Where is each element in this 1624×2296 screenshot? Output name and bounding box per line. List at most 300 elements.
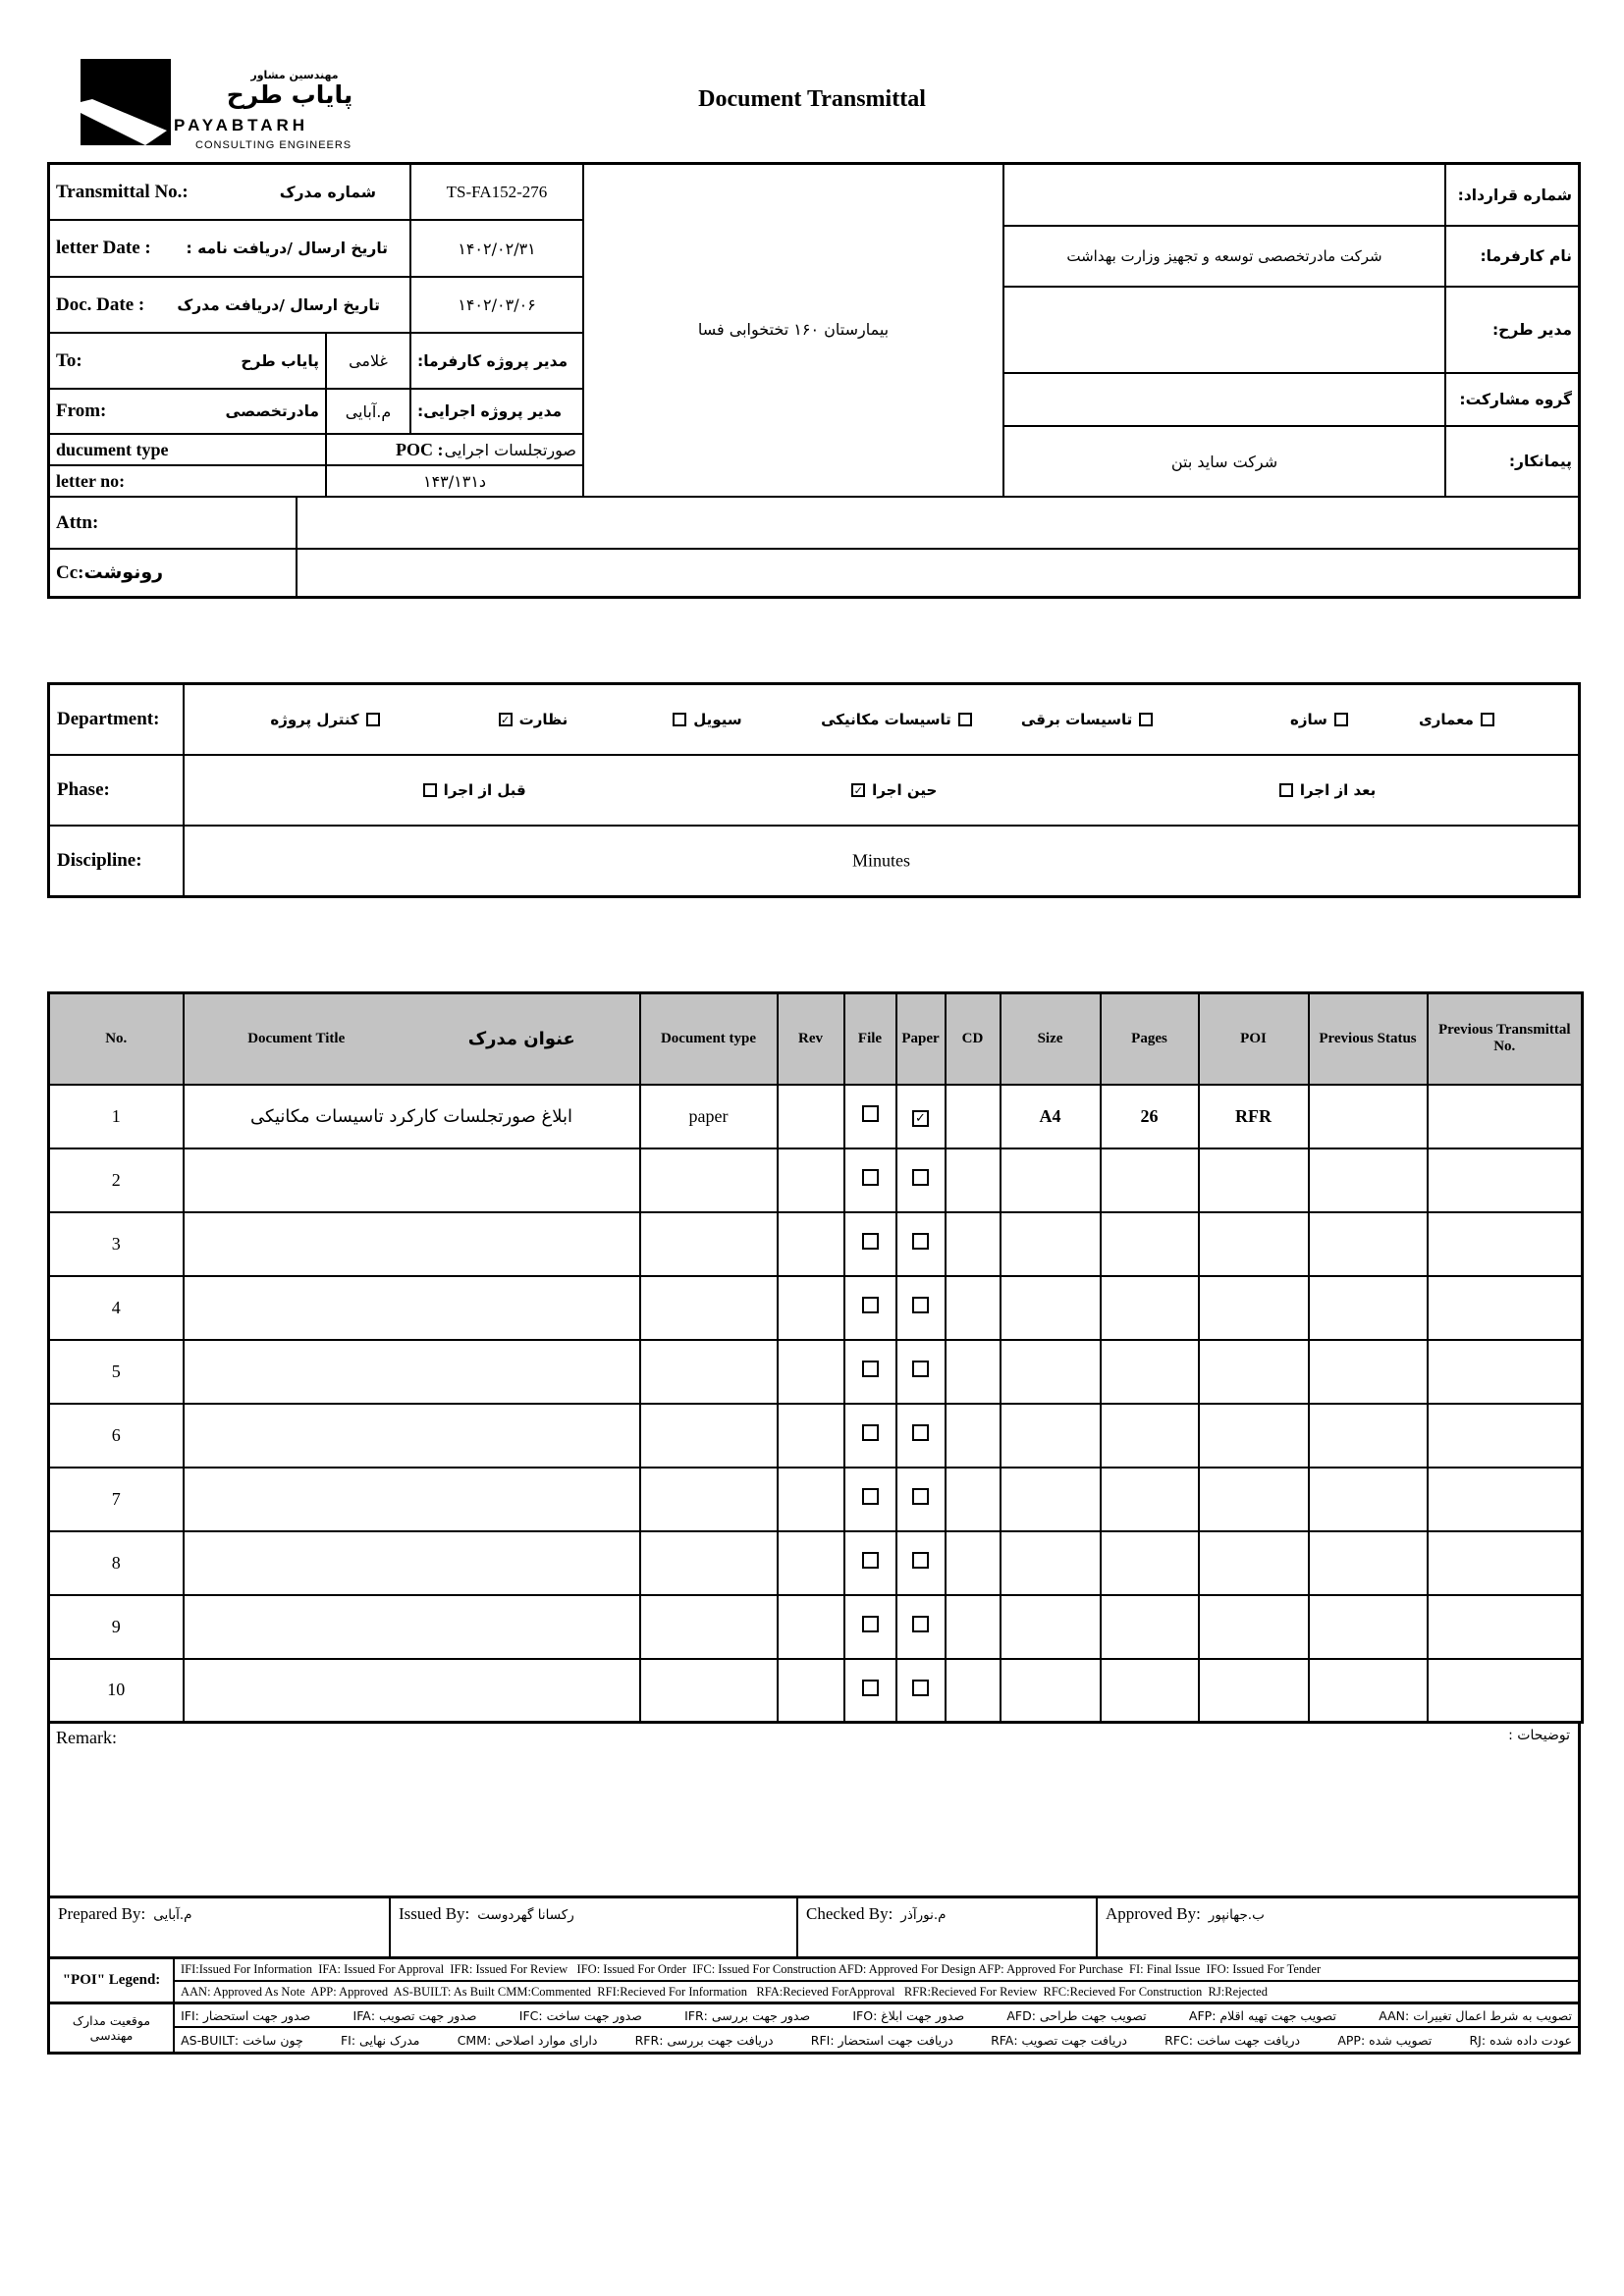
cell-type xyxy=(640,1276,778,1340)
to-label: To: xyxy=(56,349,82,371)
letter-date-label-cell xyxy=(50,221,411,278)
cell-poi xyxy=(1199,1659,1309,1723)
cell-prev-status xyxy=(1309,1531,1428,1595)
legend-item-rj: عودت داده شده :RJ xyxy=(1469,2032,1572,2048)
cell-title xyxy=(184,1531,640,1595)
cell-size xyxy=(1001,1212,1101,1276)
contractor-name: شرکت ساید بتن xyxy=(1170,452,1278,471)
col-paper: Paper xyxy=(896,993,946,1085)
cell-pages xyxy=(1101,1468,1199,1531)
cell-pages xyxy=(1101,1340,1199,1404)
cell-rev xyxy=(778,1148,844,1212)
cc-label: Cc:رونوشت xyxy=(56,562,164,583)
documents-tbody xyxy=(49,1085,1583,1723)
cell-prev-transmittal xyxy=(1428,1340,1583,1404)
cell-rev xyxy=(778,1340,844,1404)
discipline-row xyxy=(50,827,1578,895)
jv-value-cell xyxy=(1004,374,1446,427)
option-3 xyxy=(821,711,972,728)
cell-no: 3 xyxy=(49,1212,184,1276)
cell-type xyxy=(640,1595,778,1659)
prepared-by-name: م.آبایی xyxy=(153,1907,192,1923)
cell-prev-transmittal xyxy=(1428,1404,1583,1468)
cell-file xyxy=(844,1468,896,1531)
unchecked-checkbox-icon xyxy=(1139,713,1153,726)
poi-legend-label-fa: موقعیت مدارک مهندسی xyxy=(50,2004,175,2052)
cell-pages xyxy=(1101,1212,1199,1276)
issued-by-label: Issued By: xyxy=(399,1904,470,1923)
cell-poi xyxy=(1199,1148,1309,1212)
cell-title: ابلاغ صورتجلسات کارکرد تاسیسات مکانیکی xyxy=(184,1085,640,1148)
cell-size xyxy=(1001,1404,1101,1468)
contract-no-label: شماره قرارداد: xyxy=(1457,186,1572,204)
cell-rev xyxy=(778,1212,844,1276)
legend-item-ifo: صدور جهت ابلاغ :IFO xyxy=(852,2007,965,2023)
design-manager-label: مدیر طرح: xyxy=(1491,321,1572,339)
cell-rev xyxy=(778,1085,844,1148)
poi-legend-line-fa-2 xyxy=(175,2028,1578,2052)
col-type: Document type xyxy=(640,993,778,1085)
cell-size xyxy=(1001,1340,1101,1404)
paper-unchecked-checkbox-icon xyxy=(912,1488,929,1505)
attn-value-cell xyxy=(298,498,1578,550)
cell-type xyxy=(640,1340,778,1404)
cell-prev-transmittal xyxy=(1428,1468,1583,1531)
cell-prev-status xyxy=(1309,1212,1428,1276)
document-row xyxy=(49,1595,1583,1659)
cell-no: 10 xyxy=(49,1659,184,1723)
client-name-label-cell xyxy=(1446,227,1578,288)
cell-prev-transmittal xyxy=(1428,1212,1583,1276)
cell-title xyxy=(184,1340,640,1404)
legend-item-ifa: صدور جهت تصویب :IFA xyxy=(352,2007,477,2023)
paper-checked-checkbox-icon: ✓ xyxy=(912,1110,929,1127)
cc-label-cell xyxy=(50,550,298,596)
cell-file xyxy=(844,1659,896,1723)
documents-header-row xyxy=(49,993,1583,1085)
issued-by-name: رکسانا گهردوست xyxy=(477,1907,574,1923)
cell-type xyxy=(640,1659,778,1723)
cell-prev-status xyxy=(1309,1148,1428,1212)
cell-pages xyxy=(1101,1404,1199,1468)
legend-item-rfr: دریافت جهت بررسی :RFR xyxy=(634,2032,774,2048)
cell-cd xyxy=(946,1148,1001,1212)
discipline-value-cell xyxy=(185,827,1578,895)
letter-date-label-en: letter Date : xyxy=(56,238,151,258)
cell-file xyxy=(844,1595,896,1659)
client-name-value-cell xyxy=(1004,227,1446,288)
cell-size: A4 xyxy=(1001,1085,1101,1148)
col-size: Size xyxy=(1001,993,1101,1085)
paper-unchecked-checkbox-icon xyxy=(912,1361,929,1377)
cell-pages xyxy=(1101,1531,1199,1595)
file-unchecked-checkbox-icon xyxy=(862,1488,879,1505)
doc-date-label-en: Doc. Date : xyxy=(56,294,145,315)
cell-poi xyxy=(1199,1212,1309,1276)
document-row xyxy=(49,1659,1583,1723)
unchecked-checkbox-icon xyxy=(673,713,686,726)
project-name: بیمارستان ۱۶۰ تختخوابی فسا xyxy=(697,320,890,339)
cell-size xyxy=(1001,1148,1101,1212)
cell-size xyxy=(1001,1595,1101,1659)
jv-label: گروه مشارکت: xyxy=(1459,391,1572,408)
remark-box xyxy=(47,1724,1581,1898)
cell-cd xyxy=(946,1212,1001,1276)
cell-no: 1 xyxy=(49,1085,184,1148)
to-cell xyxy=(50,334,327,390)
paper-unchecked-checkbox-icon xyxy=(912,1233,929,1250)
legend-item-rfc: دریافت جهت ساخت :RFC xyxy=(1164,2032,1301,2048)
letter-no-value: د۱۴۳/۱۳۱ xyxy=(327,466,584,498)
signatures-row xyxy=(47,1898,1581,1959)
cell-type: paper xyxy=(640,1085,778,1148)
unchecked-checkbox-icon xyxy=(1334,713,1348,726)
cell-pages xyxy=(1101,1276,1199,1340)
department-options xyxy=(185,685,1578,754)
paper-unchecked-checkbox-icon xyxy=(912,1680,929,1696)
cell-prev-status xyxy=(1309,1085,1428,1148)
contractor-value-cell xyxy=(1004,427,1446,498)
from-person-value: م.آبایی xyxy=(327,390,411,435)
design-manager-label-cell xyxy=(1446,288,1578,374)
letter-no-label-cell xyxy=(50,466,327,498)
col-title xyxy=(184,993,640,1085)
option-label: بعد از اجرا xyxy=(1299,781,1377,799)
cell-prev-transmittal xyxy=(1428,1085,1583,1148)
cell-prev-status xyxy=(1309,1595,1428,1659)
poi-legend-line-en-1: IFI:Issued For Information IFA: Issued For Approval IFR: Issued For Review IFO: Issued For Order IFC: Issued For Construction AFD: Approved For Design AFP: Approved For Purchase FI: Final Issue IFO: Issued For Tender xyxy=(175,1959,1578,1982)
col-rev: Rev xyxy=(778,993,844,1085)
cell-rev xyxy=(778,1531,844,1595)
project-name-cell xyxy=(584,165,1004,498)
document-type-value-cell xyxy=(327,435,584,466)
logo-farsi-tagline: مهندسین مشاور xyxy=(250,69,339,81)
cell-prev-status xyxy=(1309,1340,1428,1404)
cell-poi: RFR xyxy=(1199,1085,1309,1148)
cell-prev-transmittal xyxy=(1428,1531,1583,1595)
checked-by-label: Checked By: xyxy=(806,1904,893,1923)
client-pm-label: مدیر پروژه کارفرما: xyxy=(417,351,568,370)
unchecked-checkbox-icon xyxy=(1481,713,1494,726)
design-manager-value-cell xyxy=(1004,288,1446,374)
checked-by-name: م.نورآذر xyxy=(900,1907,947,1923)
logo-company-name: PAYABTARH xyxy=(174,116,309,134)
paper-unchecked-checkbox-icon xyxy=(912,1616,929,1632)
option-label: کنترل پروژه xyxy=(270,711,359,728)
cell-prev-status xyxy=(1309,1468,1428,1531)
legend-item-fi: مدرک نهایی :FI xyxy=(340,2032,420,2048)
col-cd: CD xyxy=(946,993,1001,1085)
cell-file xyxy=(844,1085,896,1148)
cell-no: 8 xyxy=(49,1531,184,1595)
cell-poi xyxy=(1199,1276,1309,1340)
doc-date-label-cell xyxy=(50,278,411,334)
legend-item-cmm: دارای موارد اصلاحی :CMM xyxy=(457,2032,598,2048)
client-pm-label-cell xyxy=(411,334,584,390)
cell-type xyxy=(640,1531,778,1595)
contract-no-value-cell xyxy=(1004,165,1446,227)
cell-type xyxy=(640,1212,778,1276)
cell-paper xyxy=(896,1340,946,1404)
file-unchecked-checkbox-icon xyxy=(862,1680,879,1696)
discipline-label: Discipline: xyxy=(50,827,185,895)
cell-poi xyxy=(1199,1595,1309,1659)
exec-pm-label-cell xyxy=(411,390,584,435)
to-person-value: غلامی xyxy=(327,334,411,390)
option-label: تاسیسات برقی xyxy=(1020,711,1133,728)
col-title-en: Document Title xyxy=(247,1030,346,1046)
cell-prev-status xyxy=(1309,1404,1428,1468)
letter-date-value: ۱۴۰۲/۰۲/۳۱ xyxy=(411,221,584,278)
col-title-fa: عنوان مدرک xyxy=(467,1028,575,1049)
contract-no-label-cell xyxy=(1446,165,1578,227)
checked-checkbox-icon: ✓ xyxy=(499,713,513,726)
cell-no: 4 xyxy=(49,1276,184,1340)
cell-cd xyxy=(946,1340,1001,1404)
cell-file xyxy=(844,1404,896,1468)
cell-rev xyxy=(778,1276,844,1340)
cell-poi xyxy=(1199,1468,1309,1531)
unchecked-checkbox-icon xyxy=(423,783,437,797)
cell-file xyxy=(844,1340,896,1404)
classification-table xyxy=(47,682,1581,898)
phase-label: Phase: xyxy=(50,756,185,825)
cell-cd xyxy=(946,1276,1001,1340)
legend-item-as-built: چون ساخت :AS-BUILT xyxy=(181,2032,303,2048)
transmittal-no-value: TS-FA152-276 xyxy=(411,165,584,221)
approved-by-cell xyxy=(1098,1898,1578,1956)
cell-prev-transmittal xyxy=(1428,1276,1583,1340)
document-row xyxy=(49,1340,1583,1404)
issued-by-cell xyxy=(391,1898,798,1956)
file-unchecked-checkbox-icon xyxy=(862,1233,879,1250)
cc-value-cell xyxy=(298,550,1578,596)
poi-legend-label: "POI" Legend: xyxy=(50,1959,175,2004)
document-type-label-cell xyxy=(50,435,327,466)
department-label: Department: xyxy=(50,685,185,754)
doc-date-label-fa: تاریخ ارسال /دریافت مدرک xyxy=(177,295,380,314)
cell-size xyxy=(1001,1659,1101,1723)
legend-item-afp: تصویب جهت تهیه اقلام :AFP xyxy=(1188,2007,1336,2023)
client-name-label: نام کارفرما: xyxy=(1480,247,1572,265)
document-row xyxy=(49,1212,1583,1276)
prepared-by-cell xyxy=(50,1898,391,1956)
option-label: حین اجرا xyxy=(872,781,938,799)
cell-prev-transmittal xyxy=(1428,1148,1583,1212)
cell-paper xyxy=(896,1148,946,1212)
option-label: قبل از اجرا xyxy=(443,781,526,799)
document-row xyxy=(49,1468,1583,1531)
discipline-value: Minutes xyxy=(851,850,910,871)
cell-pages xyxy=(1101,1148,1199,1212)
option-label: سیویل xyxy=(693,711,742,728)
cell-title xyxy=(184,1659,640,1723)
option-0 xyxy=(1419,711,1494,728)
documents-section xyxy=(47,991,1581,2055)
letter-no-label: letter no: xyxy=(56,470,126,491)
cell-title xyxy=(184,1404,640,1468)
cell-rev xyxy=(778,1404,844,1468)
option-2 xyxy=(1021,711,1153,728)
approved-by-name: ب.جهانپور xyxy=(1208,1907,1265,1923)
cell-no: 6 xyxy=(49,1404,184,1468)
from-label: From: xyxy=(56,400,107,421)
checked-checkbox-icon: ✓ xyxy=(851,783,865,797)
poi-legend-line-en-2: AAN: Approved As Note APP: Approved AS-BUILT: As Built CMM:Commented RFI:Recieved For Information RFA:Recieved ForApproval RFR:Recieved For Review RFC:Recieved For Construction RJ:Rejected xyxy=(175,1982,1578,2004)
cell-pages xyxy=(1101,1595,1199,1659)
prepared-by-label: Prepared By: xyxy=(58,1904,146,1923)
cell-size xyxy=(1001,1531,1101,1595)
paper-unchecked-checkbox-icon xyxy=(912,1552,929,1569)
cell-no: 5 xyxy=(49,1340,184,1404)
cell-cd xyxy=(946,1468,1001,1531)
client-name: شرکت مادرتخصصی توسعه و تجهیز وزارت بهداشت xyxy=(1066,247,1382,265)
option-1 xyxy=(1290,711,1348,728)
legend-item-aan: تصویب به شرط اعمال تغییرات :AAN xyxy=(1379,2007,1572,2023)
file-unchecked-checkbox-icon xyxy=(862,1616,879,1632)
cell-type xyxy=(640,1148,778,1212)
cell-paper xyxy=(896,1276,946,1340)
poi-legend xyxy=(47,1959,1581,2055)
col-prev-transmittal: Previous Transmittal No. xyxy=(1428,993,1583,1085)
documents-table xyxy=(47,991,1584,1724)
checked-by-cell xyxy=(798,1898,1098,1956)
from-value: مادرتخصصی xyxy=(225,402,319,420)
page-title: Document Transmittal xyxy=(698,86,926,112)
legend-item-rfi: دریافت جهت استحضار :RFI xyxy=(810,2032,953,2048)
cell-title xyxy=(184,1595,640,1659)
option-6 xyxy=(270,711,379,728)
file-unchecked-checkbox-icon xyxy=(862,1361,879,1377)
cell-title xyxy=(184,1148,640,1212)
transmittal-no-label-cell xyxy=(50,165,411,221)
cell-prev-status xyxy=(1309,1659,1428,1723)
document-row xyxy=(49,1148,1583,1212)
option-label: سازه xyxy=(1290,711,1327,728)
exec-pm-label: مدیر پروژه اجرایی: xyxy=(417,402,563,420)
cell-type xyxy=(640,1404,778,1468)
paper-unchecked-checkbox-icon xyxy=(912,1297,929,1313)
legend-item-ifi: صدور جهت استحضار :IFI xyxy=(181,2007,311,2023)
cell-cd xyxy=(946,1404,1001,1468)
option-label: معماری xyxy=(1419,711,1474,728)
from-cell xyxy=(50,390,327,435)
cell-title xyxy=(184,1212,640,1276)
file-unchecked-checkbox-icon xyxy=(862,1424,879,1441)
cell-poi xyxy=(1199,1404,1309,1468)
cell-cd xyxy=(946,1595,1001,1659)
cell-paper xyxy=(896,1595,946,1659)
document-row xyxy=(49,1085,1583,1148)
col-poi: POI xyxy=(1199,993,1309,1085)
cell-prev-transmittal xyxy=(1428,1595,1583,1659)
contractor-label-cell xyxy=(1446,427,1578,498)
cell-size xyxy=(1001,1468,1101,1531)
legend-item-ifr: صدور جهت بررسی :IFR xyxy=(684,2007,811,2023)
col-prev-status: Previous Status xyxy=(1309,993,1428,1085)
option-label: تاسیسات مکانیکی xyxy=(821,711,951,728)
jv-label-cell xyxy=(1446,374,1578,427)
cell-paper xyxy=(896,1404,946,1468)
cell-cd xyxy=(946,1085,1001,1148)
cell-paper xyxy=(896,1468,946,1531)
cell-paper xyxy=(896,1659,946,1723)
cell-size xyxy=(1001,1276,1101,1340)
cell-rev xyxy=(778,1468,844,1531)
cell-rev xyxy=(778,1659,844,1723)
cell-poi xyxy=(1199,1531,1309,1595)
legend-item-afd: تصویب جهت طراحی :AFD xyxy=(1006,2007,1147,2023)
cell-file xyxy=(844,1148,896,1212)
unchecked-checkbox-icon xyxy=(958,713,972,726)
cell-prev-status xyxy=(1309,1276,1428,1340)
remark-label-en: Remark: xyxy=(56,1728,117,1747)
letter-date-label-fa: تاریخ ارسال /دریافت نامه : xyxy=(186,240,388,257)
cell-pages: 26 xyxy=(1101,1085,1199,1148)
to-value: پایاب طرح xyxy=(241,351,319,370)
option-1 xyxy=(851,781,937,799)
transmittal-no-label-en: Transmittal No.: xyxy=(56,181,189,202)
cell-no: 2 xyxy=(49,1148,184,1212)
cell-rev xyxy=(778,1595,844,1659)
document-row xyxy=(49,1276,1583,1340)
file-unchecked-checkbox-icon xyxy=(862,1169,879,1186)
attn-label-cell xyxy=(50,498,298,550)
paper-unchecked-checkbox-icon xyxy=(912,1169,929,1186)
col-file: File xyxy=(844,993,896,1085)
legend-item-app: تصویب شده :APP xyxy=(1337,2032,1433,2048)
cell-file xyxy=(844,1276,896,1340)
cell-pages xyxy=(1101,1659,1199,1723)
logo-company-subtitle: CONSULTING ENGINEERS xyxy=(195,139,352,151)
legend-item-ifc: صدور جهت ساخت :IFC xyxy=(518,2007,642,2023)
unchecked-checkbox-icon xyxy=(366,713,380,726)
file-unchecked-checkbox-icon xyxy=(862,1105,879,1122)
doc-date-value: ۱۴۰۲/۰۳/۰۶ xyxy=(411,278,584,334)
transmittal-no-label-fa: شماره مدرک xyxy=(279,183,376,201)
cell-no: 7 xyxy=(49,1468,184,1531)
option-0 xyxy=(1279,781,1376,799)
phase-options xyxy=(185,756,1578,825)
cell-cd xyxy=(946,1531,1001,1595)
option-5 xyxy=(499,711,568,728)
cell-file xyxy=(844,1531,896,1595)
legend-item-rfa: دریافت جهت تصویب :RFA xyxy=(991,2032,1127,2048)
remark-label-fa: توضیحات : xyxy=(1508,1728,1570,1743)
document-type-code: POC : xyxy=(396,439,444,459)
document-row xyxy=(49,1404,1583,1468)
cell-title xyxy=(184,1468,640,1531)
poi-legend-line-fa-1 xyxy=(175,2004,1578,2028)
approved-by-label: Approved By: xyxy=(1106,1904,1201,1923)
cell-title xyxy=(184,1276,640,1340)
unchecked-checkbox-icon xyxy=(1279,783,1293,797)
col-pages: Pages xyxy=(1101,993,1199,1085)
cell-no: 9 xyxy=(49,1595,184,1659)
cell-type xyxy=(640,1468,778,1531)
paper-unchecked-checkbox-icon xyxy=(912,1424,929,1441)
option-2 xyxy=(423,781,526,799)
cell-cd xyxy=(946,1659,1001,1723)
phase-row xyxy=(50,756,1578,827)
cell-paper xyxy=(896,1085,946,1148)
attn-label: Attn: xyxy=(56,511,99,533)
col-no: No. xyxy=(49,993,184,1085)
option-label: نظارت xyxy=(518,711,568,728)
cell-poi xyxy=(1199,1340,1309,1404)
file-unchecked-checkbox-icon xyxy=(862,1552,879,1569)
document-type-fa: صورتجلسات اجرایی xyxy=(444,440,576,459)
